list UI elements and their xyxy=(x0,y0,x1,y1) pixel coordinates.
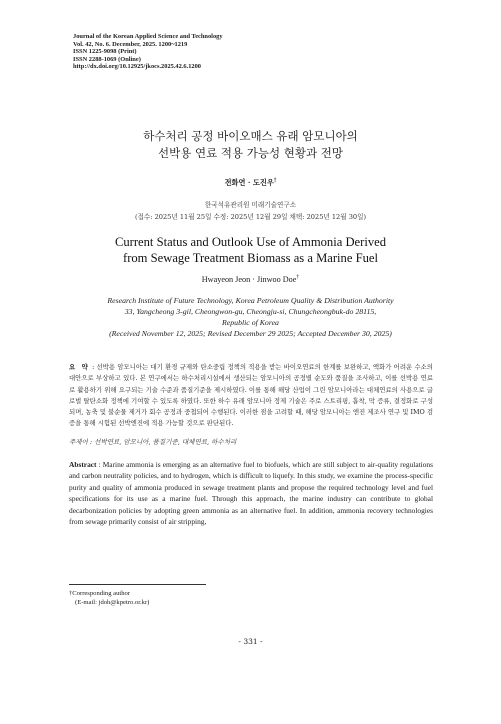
journal-volume: Vol. 42, No. 6. December, 2025. 1200~1219 xyxy=(73,40,188,48)
issn-print: ISSN 1225-9098 (Print) xyxy=(73,48,137,56)
title-korean xyxy=(40,128,461,162)
authors-english-names: Hwayeon Jeon · Jinwoo Doe xyxy=(201,275,297,284)
dates-english: (Received November 12, 2025; Revised December 29 2025; Accepted December 30, 2025) xyxy=(109,329,392,338)
abstract-korean xyxy=(69,362,433,430)
footnote-label: Corresponding author xyxy=(72,590,130,597)
abstract-english-label: Abstract xyxy=(69,460,97,469)
corresponding-mark: † xyxy=(273,177,277,184)
abstract-english-text: : Marine ammonia is emerging as an alternative fuel to biofuels, which are still subject to air-quality regulations and carbon neutrality policies, and to hydrogen, which is difficult to liquefy. In this study, we examine the process-specific purity and quality of ammonia produced in sewage treatment plants and propose the required technology level and fuel specifications for its use as a marine fuel. Through this approach, the marine industry can contribute to global decarbonization policies by adopting green ammonia as an alternative fuel. In addition, ammonia recovery technologies from sewage primarily consist of air stripping, xyxy=(69,460,433,527)
dates-korean: (접수: 2025년 11월 25일 수정: 2025년 12월 29일 채택: 2025년 12월 30일) xyxy=(134,213,367,221)
footnote-email: (E-mail: jdoh@kpetro.or.kr) xyxy=(75,599,150,606)
affiliation-korean: 한국석유관리원 미래기술연구소 xyxy=(204,201,297,209)
authors-korean-names: 전화연 · 도진우 xyxy=(224,178,274,187)
abstract-english xyxy=(69,459,433,527)
affiliation-english-line-3: Republic of Korea xyxy=(222,318,279,327)
doi-link[interactable]: http://dx.doi.org/10.12925/jkocs.2025.42.6.1200 xyxy=(73,63,201,71)
footnote-mark: † xyxy=(69,590,73,597)
issn-online: ISSN 2288-1069 (Online) xyxy=(73,55,141,63)
affiliation-english xyxy=(40,295,461,339)
authors-english xyxy=(40,275,461,284)
footnote xyxy=(69,589,149,607)
footnote-divider xyxy=(69,584,206,585)
title-english-line-2: from Sewage Treatment Biomass as a Marine Fuel xyxy=(123,251,378,265)
title-english xyxy=(40,234,461,266)
authors-korean xyxy=(40,178,461,188)
affiliation-english-line-2: 33, Yangcheong 3-gil, Cheongwon-gu, Cheongju-si, Chungcheongbuk-do 28115, xyxy=(124,307,377,316)
title-english-line-1: Current Status and Outlook Use of Ammonia Derived xyxy=(114,235,387,249)
journal-name: Journal of the Korean Applied Science and Technology xyxy=(73,33,223,40)
keywords-korean: 주제어 : 선박연료, 암모니아, 품질기준, 대체연료, 하수처리 xyxy=(69,438,237,446)
affiliation-english-line-1: Research Institute of Future Technology, Korea Petroleum Quality & Distribution Authority xyxy=(107,296,394,305)
journal-header xyxy=(73,33,223,71)
abstract-korean-label: 요 약 xyxy=(69,363,90,371)
title-korean-line-2: 선박용 연료 적용 가능성 현황과 전망 xyxy=(158,146,343,160)
page-number: - 331 - xyxy=(238,637,263,646)
title-korean-line-1: 하수처리 공정 바이오매스 유래 암모니아의 xyxy=(143,129,358,143)
abstract-korean-text: : 선박용 암모니아는 대기 환경 규제와 탄소중립 정책의 적용을 받는 바이오연료의 한계를 보완하고, 액화가 어려운 수소의 대안으로 부상하고 있다. 본 연구에서는 하수처리시설에서 생산되는 암모니아의 공정별 순도와 품질을 조사하고, 이를 선박용 연료로 활용하기 위해 요구되는 기술 수준과 품질기준을 제시하였다. 이를 통해 해당 산업이 그린 암모니아라는 대체연료의 사용으로 글로벌 탈탄소화 정책에 기여할 수 있도록 하였다. 또한 하수 유래 암모니아 정제 기술은 주로 스트리핑, 흡착, 막 증류, 결정화로 구성되며, 농축 및 불순물 제거가 회수 공정과 중첩되어 수행된다. 이러한 점을 고려할 때, 해당 암모니아는 엔진 제조사 연구 및 IMO 검증을 통해 시험된 선박엔진에 적용 가능할 것으로 판단된다. xyxy=(69,363,433,428)
corresponding-mark-english: † xyxy=(296,274,300,281)
